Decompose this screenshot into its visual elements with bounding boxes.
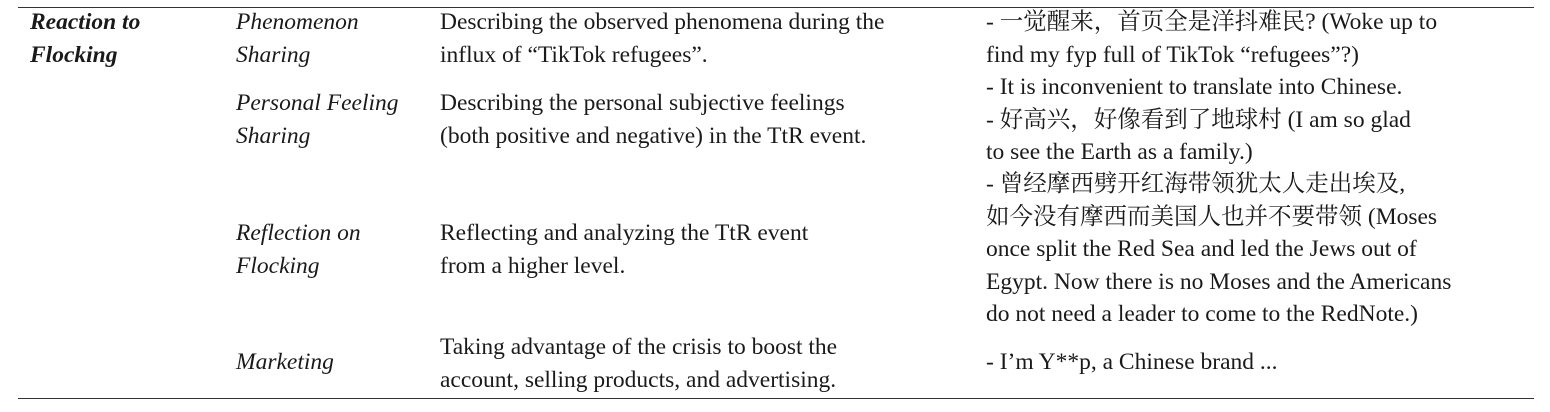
theme-line: Phenomenon	[236, 9, 359, 35]
example-line: - 一觉醒来，首页全是洋抖难民? (Woke up to	[986, 9, 1438, 35]
category-line: Reaction to	[30, 9, 141, 35]
example-line: find my fyp full of TikTok “refugees”?)	[986, 41, 1359, 68]
example-personal-feeling-sharing	[986, 71, 1411, 169]
example-phenomenon-sharing	[986, 6, 1437, 71]
theme-line: Personal Feeling	[236, 90, 399, 116]
example-line: - 好高兴，好像看到了地球村 (I am so glad	[986, 106, 1411, 133]
theme-marketing	[236, 346, 334, 379]
theme-line: Marketing	[236, 349, 334, 375]
theme-line: Reflection on	[236, 220, 361, 246]
theme-reflection-on-flocking	[236, 217, 361, 282]
description-marketing	[440, 331, 837, 396]
example-line: - I’m Y**p, a Chinese brand ...	[986, 349, 1278, 375]
theme-line: Flocking	[236, 252, 320, 279]
description-phenomenon-sharing	[440, 6, 884, 71]
example-marketing	[986, 346, 1278, 379]
table-bottom-rule	[18, 398, 1534, 399]
description-line: (both positive and negative) in the TtR event.	[440, 122, 867, 149]
description-line: Describing the observed phenomena during the	[440, 9, 885, 35]
example-reflection-on-flocking	[986, 168, 1451, 331]
description-personal-feeling-sharing	[440, 87, 866, 152]
description-line: Taking advantage of the crisis to boost the	[440, 334, 838, 360]
example-line: to see the Earth as a family.)	[986, 139, 1253, 165]
example-line: 如今没有摩西而美国人也并不要带领 (Moses	[986, 203, 1438, 230]
description-line: Describing the personal subjective feelings	[440, 90, 845, 116]
theme-phenomenon-sharing	[236, 6, 359, 71]
category-line: Flocking	[30, 41, 118, 68]
description-line: account, selling products, and advertising.	[440, 366, 837, 393]
theme-personal-feeling-sharing	[236, 87, 399, 152]
example-line: do not need a leader to come to the RedNote.)	[986, 301, 1418, 327]
description-line: influx of “TikTok refugees”.	[440, 41, 708, 68]
theme-line: Sharing	[236, 122, 311, 149]
description-line: from a higher level.	[440, 252, 626, 279]
category-label	[30, 6, 140, 71]
description-line: Reflecting and analyzing the TtR event	[440, 220, 809, 246]
example-line: - It is inconvenient to translate into Chinese.	[986, 74, 1403, 100]
example-line: once split the Red Sea and led the Jews out of	[986, 236, 1417, 262]
example-line: - 曾经摩西劈开红海带领犹太人走出埃及,	[986, 171, 1406, 197]
description-reflection-on-flocking	[440, 217, 808, 282]
theme-line: Sharing	[236, 41, 311, 68]
example-line: Egypt. Now there is no Moses and the Americans	[986, 268, 1452, 295]
